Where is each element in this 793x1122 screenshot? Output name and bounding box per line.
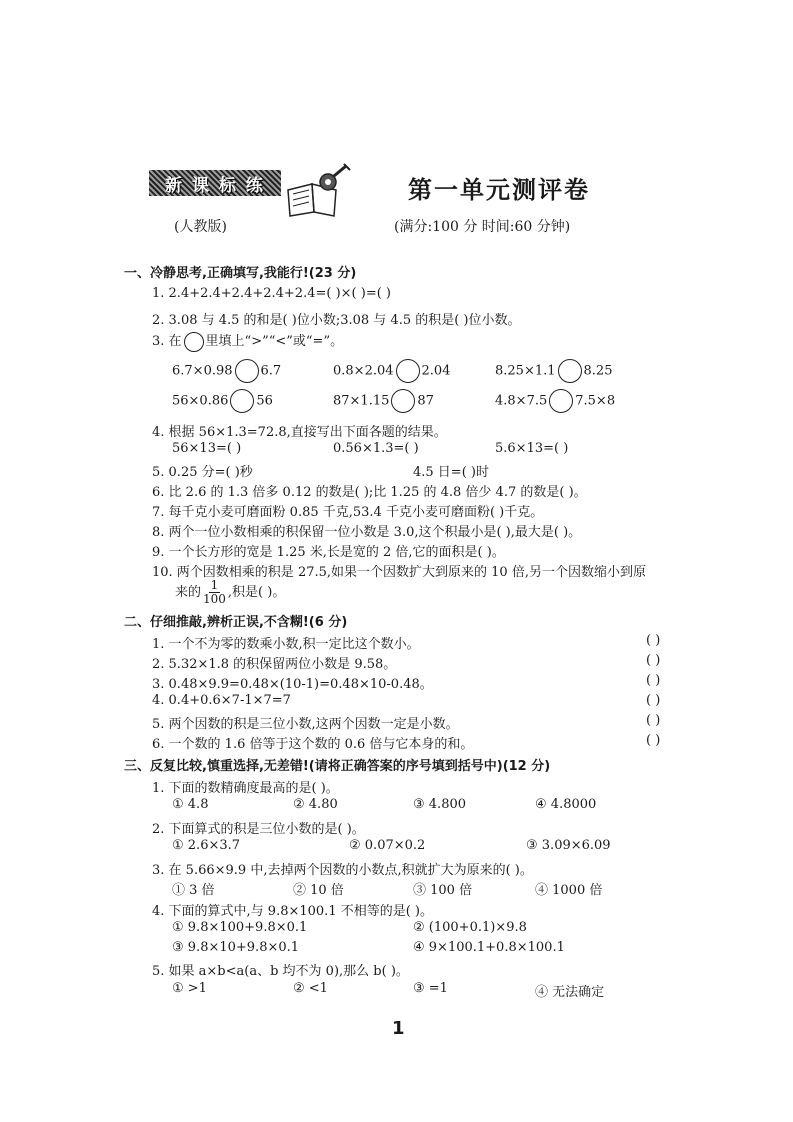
s1-question-3 [152, 330, 343, 354]
s1-question-1: 1. 2.4+2.4+2.4+2.4+2.4=( )×( )=( ) [152, 286, 391, 301]
compare-right: 87 [417, 393, 434, 409]
s3-q1-option-1[interactable]: ① 4.8 [172, 797, 209, 812]
s3-q2-option-3[interactable]: ③ 3.09×6.09 [526, 838, 611, 853]
s3-q5-option-4[interactable]: ④ 无法确定 [535, 985, 605, 1000]
s1-q3-compare-1 [172, 359, 281, 384]
s3-q5-option-1[interactable]: ① >1 [172, 981, 207, 996]
compare-left: 0.8×2.04 [333, 363, 394, 379]
s2-answer-box-1[interactable]: ( ) [646, 633, 661, 648]
s3-q1-option-3[interactable]: ③ 4.800 [413, 797, 467, 812]
section-1-heading: 一、冷静思考,正确填写,我能行!(23 分) [124, 266, 357, 281]
s3-q2-option-1[interactable]: ① 2.6×3.7 [172, 838, 241, 853]
s1-question-9: 9. 一个长方形的宽是 1.25 米,长是宽的 2 倍,它的面积是( )。 [152, 545, 505, 560]
s1-question-6: 6. 比 2.6 的 1.3 倍多 0.12 的数是( );比 1.25 的 4.8 倍少 4.7 的数是( )。 [152, 485, 587, 500]
s1-q3-compare-6 [495, 389, 615, 414]
s1-question-7: 7. 每千克小麦可磨面粉 0.85 千克,53.4 千克小麦可磨面粉( )千克。 [152, 505, 544, 520]
s3-q4-option-4[interactable]: ④ 9×100.1+0.8×100.1 [413, 940, 565, 955]
s1-q3-compare-5 [333, 389, 434, 414]
compare-circle-input[interactable] [396, 359, 420, 383]
s1-question-2: 2. 3.08 与 4.5 的和是( )位小数;3.08 与 4.5 的积是( )位小数。 [152, 313, 521, 328]
s2-statement-1: 1. 一个不为零的数乘小数,积一定比这个数小。 [152, 637, 420, 652]
s3-q3-option-2[interactable]: ② 10 倍 [293, 883, 344, 898]
s3-q5-option-2[interactable]: ② <1 [293, 981, 328, 996]
s3-q3-option-4[interactable]: ④ 1000 倍 [535, 883, 603, 898]
s3-question-2: 2. 下面算式的积是三位小数的是( )。 [152, 822, 365, 837]
compare-circle-input[interactable] [549, 389, 573, 413]
s1-q3-compare-2 [333, 359, 450, 384]
s3-q1-option-2[interactable]: ② 4.80 [293, 797, 338, 812]
s1-question-8: 8. 两个一位小数相乘的积保留一位小数是 3.0,这个积最小是( ),最大是( )。 [152, 525, 582, 540]
fraction-numerator: 1 [210, 578, 219, 592]
s2-answer-box-2[interactable]: ( ) [646, 653, 661, 668]
fraction [203, 579, 226, 606]
s1-question-5b: 4.5 日=( )时 [413, 465, 489, 480]
compare-left: 56×0.86 [172, 393, 229, 409]
compare-circle-input[interactable] [235, 359, 259, 383]
s1-q3-compare-4 [172, 389, 273, 414]
s1-q10-prefix: 来的 [175, 585, 202, 600]
s3-question-3: 3. 在 5.66×9.9 中,去掉两个因数的小数点,积就扩大为原来的( )。 [152, 863, 533, 878]
s2-statement-2: 2. 5.32×1.8 的积保留两位小数是 9.58。 [152, 657, 397, 672]
s3-question-1: 1. 下面的数精确度最高的是( )。 [152, 781, 339, 796]
compare-left: 6.7×0.98 [172, 363, 233, 379]
s1-q3-compare-3 [495, 359, 612, 384]
section-2-heading: 二、仔细推敲,辨析正误,不含糊!(6 分) [124, 615, 348, 630]
s2-answer-box-3[interactable]: ( ) [646, 673, 661, 688]
s2-statement-5: 5. 两个因数的积是三位小数,这两个因数一定是小数。 [152, 717, 459, 732]
s3-q5-option-3[interactable]: ③ =1 [413, 981, 448, 996]
s2-answer-box-4[interactable]: ( ) [646, 693, 661, 708]
s3-question-4: 4. 下面的算式中,与 9.8×100.1 不相等的是( )。 [152, 904, 433, 919]
compare-left: 87×1.15 [333, 393, 390, 409]
s1-question-4: 4. 根据 56×1.3=72.8,直接写出下面各题的结果。 [152, 425, 447, 440]
compare-right: 2.04 [421, 363, 451, 379]
compare-circle-icon [184, 332, 204, 352]
s3-q3-option-3[interactable]: ③ 100 倍 [413, 883, 473, 898]
fraction-denominator: 100 [203, 592, 226, 606]
s1-question-10a: 10. 两个因数相乘的积是 27.5,如果一个因数扩大到原来的 10 倍,另一个因数缩小到原 [152, 565, 646, 580]
s2-statement-6: 6. 一个数的 1.6 倍等于这个数的 0.6 倍与它本身的和。 [152, 737, 474, 752]
compare-right: 7.5×8 [575, 393, 616, 409]
s1-question-10b [175, 578, 285, 608]
series-badge: 新 课 标 练 [149, 170, 281, 196]
s2-answer-box-5[interactable]: ( ) [646, 713, 661, 728]
section-3-heading: 三、反复比较,慎重选择,无差错!(请将正确答案的序号填到括号中)(12 分) [124, 759, 551, 774]
score-time-info: (满分:100 分 时间:60 分钟) [394, 219, 571, 235]
s3-question-5: 5. 如果 a×b<a(a、b 均不为 0),那么 b( )。 [152, 964, 409, 979]
edition-label: (人教版) [174, 219, 227, 235]
s3-q2-option-2[interactable]: ② 0.07×0.2 [349, 838, 426, 853]
s3-q4-option-2[interactable]: ② (100+0.1)×9.8 [413, 920, 527, 935]
s3-q4-option-3[interactable]: ③ 9.8×10+9.8×0.1 [172, 940, 300, 955]
s3-q1-option-4[interactable]: ④ 4.8000 [535, 797, 597, 812]
s1-q4-item-1: 56×13=( ) [172, 441, 242, 456]
page-title: 第一单元测评卷 [408, 176, 590, 204]
s1-q3-prefix: 3. 在 [152, 334, 182, 349]
compare-right: 6.7 [260, 363, 282, 379]
compare-circle-input[interactable] [230, 389, 254, 413]
compare-circle-input[interactable] [391, 389, 415, 413]
s1-question-5a: 5. 0.25 分=( )秒 [152, 465, 253, 480]
s2-statement-4: 4. 0.4+0.6×7-1×7=7 [152, 693, 291, 708]
s1-q4-item-2: 0.56×1.3=( ) [333, 441, 419, 456]
compare-left: 4.8×7.5 [495, 393, 548, 409]
page-number: 1 [392, 1018, 405, 1039]
s1-q3-suffix: 里填上“>”“<”或“=”。 [205, 334, 344, 349]
s1-q10-suffix: ,积是( )。 [227, 585, 286, 600]
compare-right: 56 [256, 393, 273, 409]
compare-circle-input[interactable] [558, 359, 582, 383]
s2-statement-3: 3. 0.48×9.9=0.48×(10-1)=0.48×10-0.48。 [152, 677, 433, 692]
s1-q4-item-3: 5.6×13=( ) [495, 441, 569, 456]
compare-right: 8.25 [583, 363, 613, 379]
book-reading-icon [284, 160, 354, 220]
s2-answer-box-6[interactable]: ( ) [646, 733, 661, 748]
s3-q4-option-1[interactable]: ① 9.8×100+9.8×0.1 [172, 920, 308, 935]
compare-left: 8.25×1.1 [495, 363, 556, 379]
s3-q3-option-1[interactable]: ① 3 倍 [172, 883, 215, 898]
